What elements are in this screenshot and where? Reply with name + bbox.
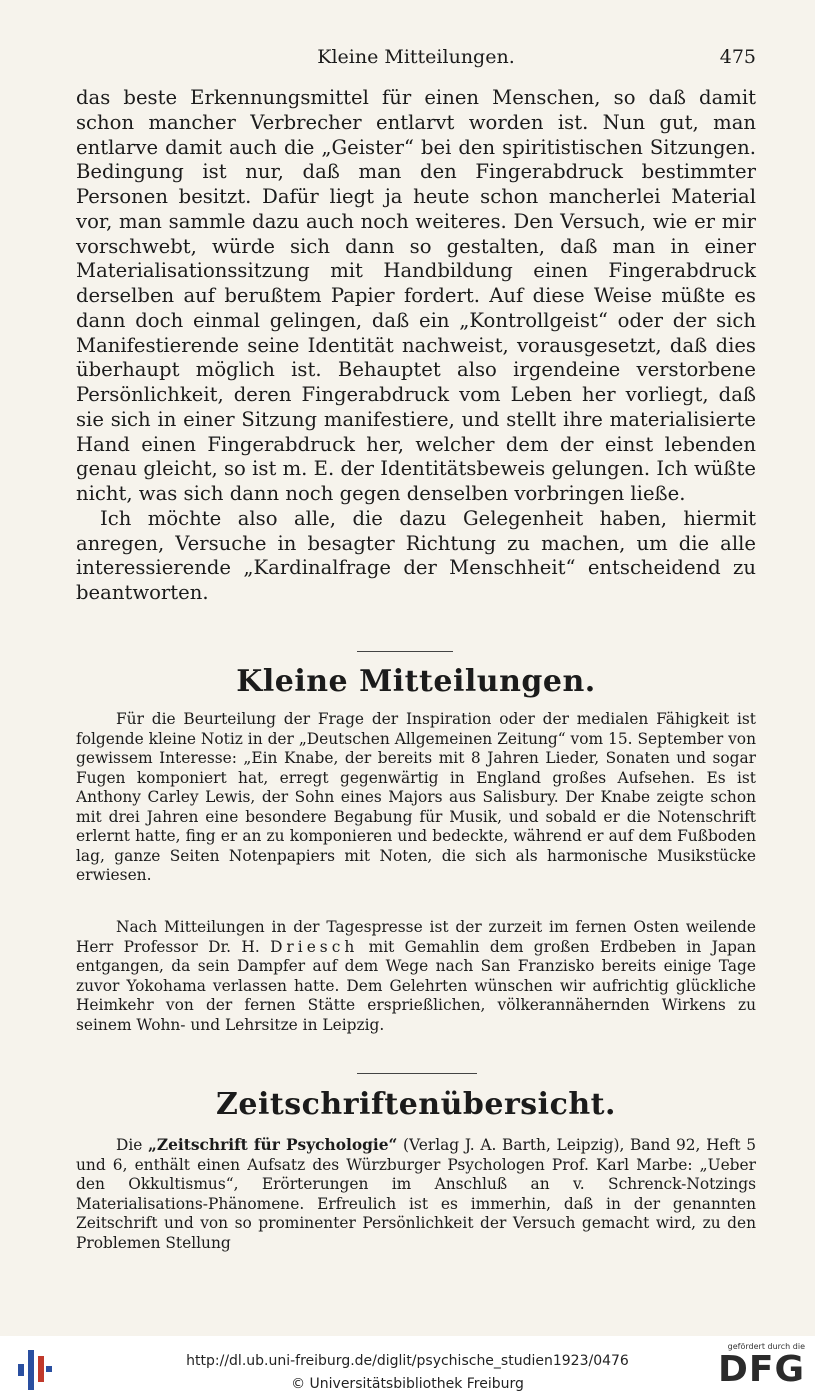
dfg-caption: gefördert durch die (727, 1342, 805, 1351)
copyright-notice: © Universitätsbibliothek Freiburg (291, 1376, 524, 1392)
article-paragraph: Ich möchte also alle, die dazu Gelegenheit haben, hiermit anregen, Versuche in besagter Richtung zu machen, um die alle interessierende „Kardinalfrage der Menschheit“ entscheidend zu beantworten. (76, 506, 756, 604)
journal-title: „Zeitschrift für Psychologie“ (148, 1136, 398, 1154)
dfg-logo (713, 1342, 805, 1394)
running-head-title: Kleine Mitteilungen. (317, 46, 515, 68)
section-divider (357, 1073, 477, 1074)
section-heading-kleine-mitteilungen: Kleine Mitteilungen. (236, 664, 596, 699)
notice-text: mit Gemahlin dem großen Erdbeben in Japan entgangen, da sein Dampfer auf dem Wege nach San Franzisko bereits einige Tage zuvor Yokohama verlassen hatte. Dem Gelehrten wünschen wir aufrichtig glückliche Heimkehr von der fernen Stätte ersprießlichen, völkerannähernden Wirkens zu seinem Wohn- und Lehrsitze in Leipzig. (76, 937, 756, 1034)
article-paragraph: das beste Erkennungsmittel für einen Menschen, so daß damit schon mancher Verbrecher entlarvt worden ist. Nun gut, man entlarve damit auch die „Geister“ bei den spiritistischen Sitzungen. Bedingung ist nur, daß man den Fingerabdruck bestimmter Personen besitzt. Dafür liegt ja heute schon mancherlei Material vor, man sammle dazu auch noch weiteres. Den Versuch, wie er mir vorschwebt, würde sich dann so gestalten, daß man in einer Materialisationssitzung mit Handbildung einen Fingerabdruck derselben auf berußtem Papier fordert. Auf diese Weise müßte es dann doch einmal gelingen, daß ein „Kontrollgeist“ oder der sich Manifestierende seine Identität nachweist, vorausgesetzt, daß dies überhaupt möglich ist. Behauptet also irgendeine verstorbene Persönlichkeit, deren Fingerabdruck vom Leben her vorliegt, daß sie sich in einer Sitzung manifestiere, und stellt ihre materialisierte Hand einen Fingerabdruck her, welcher dem der einst lebenden genau gleicht, so ist m. E. der Identitätsbeweis gelungen. Ich wüßte nicht, was sich dann noch gegen denselben vorbringen ließe. (76, 86, 756, 505)
page-number: 475 (719, 46, 756, 68)
section-heading-zeitschriften: Zeitschriftenübersicht. (216, 1087, 616, 1122)
notice-paragraph (76, 918, 756, 1035)
notice-driesch (76, 918, 756, 1035)
journal-review (76, 1136, 756, 1253)
permalink-url[interactable]: http://dl.ub.uni-freiburg.de/diglit/psychische_studien1923/0476 (186, 1353, 629, 1369)
viewer-footer (0, 1336, 815, 1398)
article-continuation (76, 86, 756, 606)
notice-paragraph: Für die Beurteilung der Frage der Inspiration oder der medialen Fähigkeit ist folgende kleine Notiz in der „Deutschen Allgemeinen Zeitung“ vom 15. September von gewissem Interesse: „Ein Knabe, der bereits mit 8 Jahren Lieder, Sonaten und sogar Fugen komponiert hat, erregt gegenwärtig in England großes Aufsehen. Es ist Anthony Carley Lewis, der Sohn eines Majors aus Salisbury. Der Knabe zeigte schon mit drei Jahren eine besondere Begabung für Musik, und sobald er die Notenschrift erlernt hatte, fing er an zu komponieren und bedeckte, während er auf dem Fußboden lag, ganze Seiten Notenpapiers mit Noten, die sich als harmonische Musikstücke erwiesen. (76, 710, 756, 884)
review-text: Die (116, 1136, 143, 1154)
running-head (76, 46, 756, 72)
dfg-mark: DFG (717, 1349, 805, 1390)
driesch-name: Driesch (270, 937, 359, 956)
notice-inspiration (76, 710, 756, 886)
section-divider (357, 651, 453, 652)
review-text: (Verlag J. A. Barth, Leipzig), Band 92, Heft 5 und 6, enthält einen Aufsatz des Würzburger Psychologen Prof. Karl Marbe: „Ueber den Okkultismus“, Erörterungen im Anschluß an v. Schrenck-Notzings Materialisations-Phänomene. Erfreulich ist es immerhin, daß in der genannten Zeitschrift und von so prominenter Persönlichkeit der Versuch gemacht wird, zu den Problemen Stellung (76, 1136, 756, 1252)
notice-text: Nach Mitteilungen in der Tagespresse ist der zurzeit im fernen Osten weilende Herr Professor Dr. H. (76, 918, 756, 956)
review-paragraph (76, 1136, 756, 1253)
